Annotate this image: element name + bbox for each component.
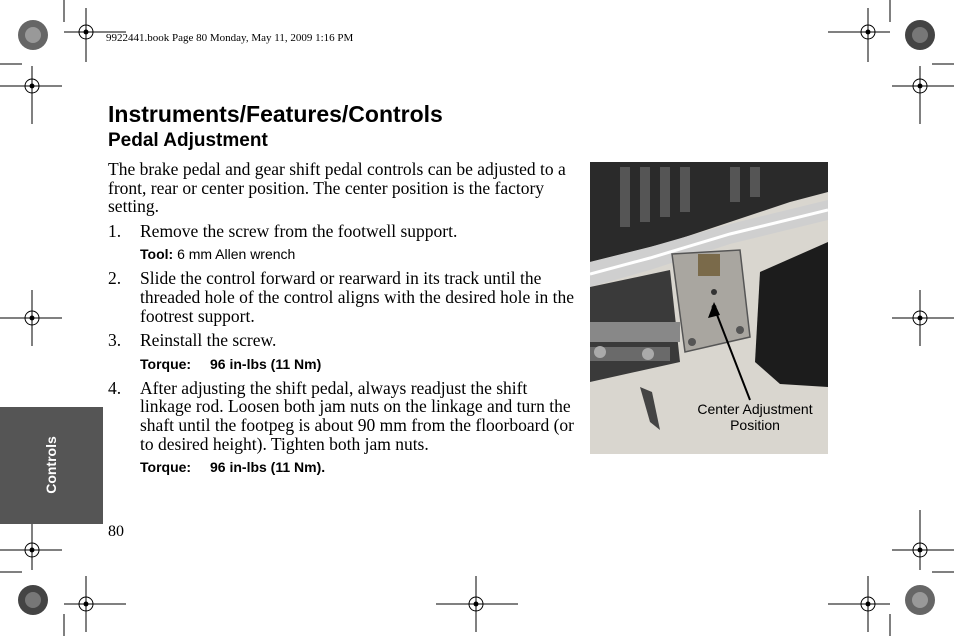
section-tab-label: Controls xyxy=(43,436,59,494)
page-title: Instruments/Features/Controls xyxy=(108,101,443,127)
step-text: After adjusting the shift pedal, always readjust the shift linkage rod. Loosen both jam nuts on the linkage and turn the shaft until the footpeg is about 90 mm from the floorboard (or to desired height). Tighten both jam nuts. xyxy=(140,377,575,454)
torque-value: 96 in-lbs (11 Nm) xyxy=(210,355,322,372)
torque-note-1 xyxy=(108,356,580,373)
callout-line-1: Center Adjustment xyxy=(697,401,813,417)
torque-label: Torque: xyxy=(140,355,192,372)
torque-value: 96 in-lbs (11 Nm). xyxy=(210,459,326,476)
step-1 xyxy=(108,222,580,241)
step-number: 3. xyxy=(108,330,122,351)
tool-label: Tool: xyxy=(140,246,174,263)
step-text: Slide the control forward or rearward in its track until the threaded hole of the control aligns with the desired hole in the footrest support. xyxy=(140,268,574,326)
intro-paragraph: The brake pedal and gear shift pedal controls can be adjusted to a front, rear or center position. The center position is the factory setting. xyxy=(108,159,566,217)
step-number: 4. xyxy=(108,377,122,398)
section-tab xyxy=(0,407,103,524)
callout-line-2: Position xyxy=(730,417,780,433)
step-number: 2. xyxy=(108,268,122,289)
torque-note-2 xyxy=(108,459,580,476)
tool-note xyxy=(108,246,580,263)
torque-label: Torque: xyxy=(140,459,192,476)
body-text xyxy=(108,160,580,476)
step-text: Remove the screw from the footwell support. xyxy=(140,220,458,241)
step-number: 1. xyxy=(108,220,122,241)
tool-value: 6 mm Allen wrench xyxy=(177,246,296,263)
step-2 xyxy=(108,269,580,325)
page-number: 80 xyxy=(108,523,124,540)
step-text: Reinstall the screw. xyxy=(140,330,277,351)
print-header: 9922441.book Page 80 Monday, May 11, 2009 1:16 PM xyxy=(106,32,354,44)
figure-callout xyxy=(680,401,830,433)
step-3 xyxy=(108,331,580,350)
section-title: Pedal Adjustment xyxy=(108,130,268,151)
step-4 xyxy=(108,379,580,453)
